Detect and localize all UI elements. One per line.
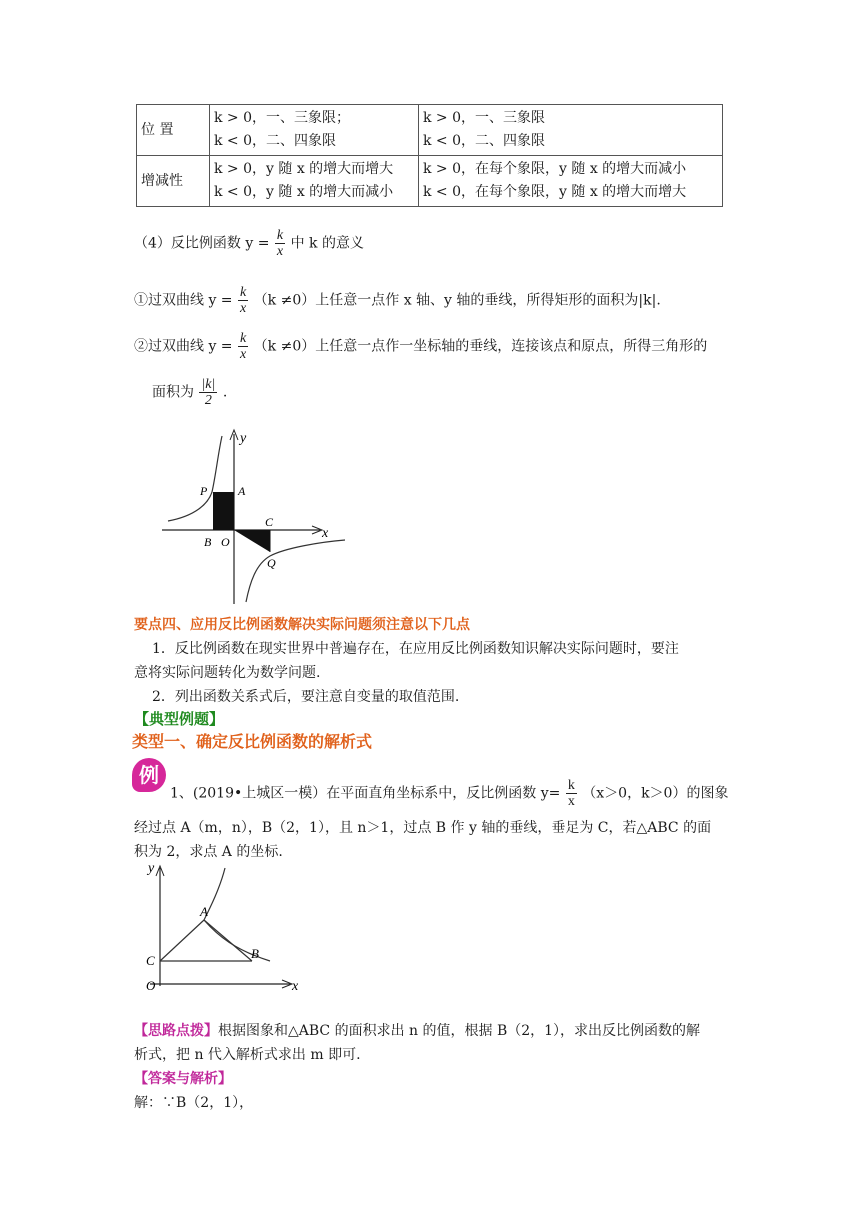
triangle-area: [234, 530, 270, 552]
label-B: B: [204, 535, 212, 549]
paragraph: 2．列出函数关系式后，要注意自变量的取值范围.: [152, 689, 460, 705]
label-x: x: [322, 526, 329, 541]
table-cell: [419, 156, 723, 207]
hyperbola-figure: [160, 424, 360, 606]
cell-line: k < 0，二、四象限: [423, 133, 546, 149]
example1-line2: 经过点 A（m，n），B（2，1），且 n＞1，过点 B 作 y 轴的垂线，垂足为 C，若△ABC 的面: [134, 820, 712, 836]
cell-line: k < 0，在每个象限，y 随 x 的增大而增大: [423, 184, 687, 200]
solution-line: 解：∵B（2，1），: [134, 1095, 254, 1111]
example1-line1: [170, 778, 728, 809]
text: （k ≠0）上任意一点作 x 轴、y 轴的垂线，所得矩形的面积为|k|.: [253, 292, 661, 309]
text: 1、(2019•上城区一模）在平面直角坐标系中，反比例函数 y=: [170, 785, 561, 802]
text: （k ≠0）上任意一点作一坐标轴的垂线，连接该点和原点，所得三角形的: [253, 338, 708, 355]
hyperbola-curve: [204, 868, 270, 961]
paragraph: 1．反比例函数在现实世界中普遍存在，在应用反比例函数知识解决实际问题时，要注: [152, 641, 679, 657]
text: 中 k 的意义: [290, 235, 364, 252]
text: （x＞0，k＞0）的图象: [582, 785, 729, 802]
hint-line1: [134, 1020, 700, 1042]
section4-title: [134, 228, 364, 259]
item2: [134, 331, 707, 362]
hyperbola-branch-4: [246, 540, 345, 602]
fraction: $\frac{k}{x}$: [240, 331, 247, 362]
example-figure: [140, 858, 310, 998]
hint-line2: 析式，把 n 代入解析式求出 m 即可.: [134, 1047, 361, 1063]
label-x: x: [292, 979, 299, 994]
example1-line3: 积为 2，求点 A 的坐标.: [134, 844, 283, 860]
text: 根据图象和△ABC 的面积求出 n 的值，根据 B（2，1），求出反比例函数的解: [218, 1023, 701, 1039]
paragraph: 意将实际问题转化为数学问题.: [134, 665, 321, 681]
label-A: A: [200, 904, 208, 919]
cell-line: k < 0，y 随 x 的增大而减小: [214, 184, 394, 200]
fraction: $\frac{k}{x}$: [567, 778, 575, 809]
hint-label: 【思路点拨】: [134, 1023, 218, 1039]
item1: [134, 285, 661, 316]
example-badge: 例: [132, 758, 166, 792]
properties-table: [136, 104, 723, 207]
item2-line2: [152, 377, 227, 408]
label-O: O: [146, 978, 156, 993]
label-C: C: [146, 953, 155, 968]
text: ②过双曲线 y =: [134, 338, 233, 355]
label-C: C: [265, 515, 274, 529]
table-cell: [419, 105, 723, 156]
line-AB: [204, 920, 252, 961]
text: 面积为: [152, 384, 194, 401]
fraction: $\frac{k}{x}$: [276, 228, 284, 259]
table-row: [137, 105, 723, 156]
type1-heading: 类型一、确定反比例函数的解析式: [132, 732, 373, 751]
point4-heading: 要点四、应用反比例函数解决实际问题须注意以下几点: [134, 617, 470, 633]
text: .: [222, 384, 228, 401]
table-cell: [210, 105, 419, 156]
table-cell: [210, 156, 419, 207]
row-header: 增减性: [137, 156, 210, 207]
label-A: A: [238, 484, 246, 498]
row-header: 位 置: [137, 105, 210, 156]
label-O: O: [221, 535, 230, 549]
answer-heading: 【答案与解析】: [134, 1071, 232, 1087]
text: ①过双曲线 y =: [134, 292, 233, 309]
label-P: P: [200, 484, 208, 498]
examples-heading: 【典型例题】: [134, 710, 225, 728]
cell-line: k < 0，二、四象限: [214, 133, 337, 149]
cell-line: k > 0，一、三象限: [423, 110, 546, 126]
cell-line: k > 0，y 随 x 的增大而增大: [214, 161, 394, 177]
fraction: $\frac{|k|}{2}$: [201, 377, 216, 408]
rectangle-area: [213, 492, 234, 530]
label-y: y: [240, 431, 247, 446]
cell-line: k > 0，一、三象限；: [214, 110, 351, 126]
text: （4）反比例函数 y =: [134, 235, 270, 252]
label-B: B: [251, 946, 259, 961]
table-row: [137, 156, 723, 207]
line-CA: [160, 920, 204, 961]
cell-line: k > 0，在每个象限，y 随 x 的增大而减小: [423, 161, 687, 177]
label-Q: Q: [267, 556, 276, 570]
fraction: $\frac{k}{x}$: [240, 285, 247, 316]
label-y: y: [148, 861, 155, 876]
